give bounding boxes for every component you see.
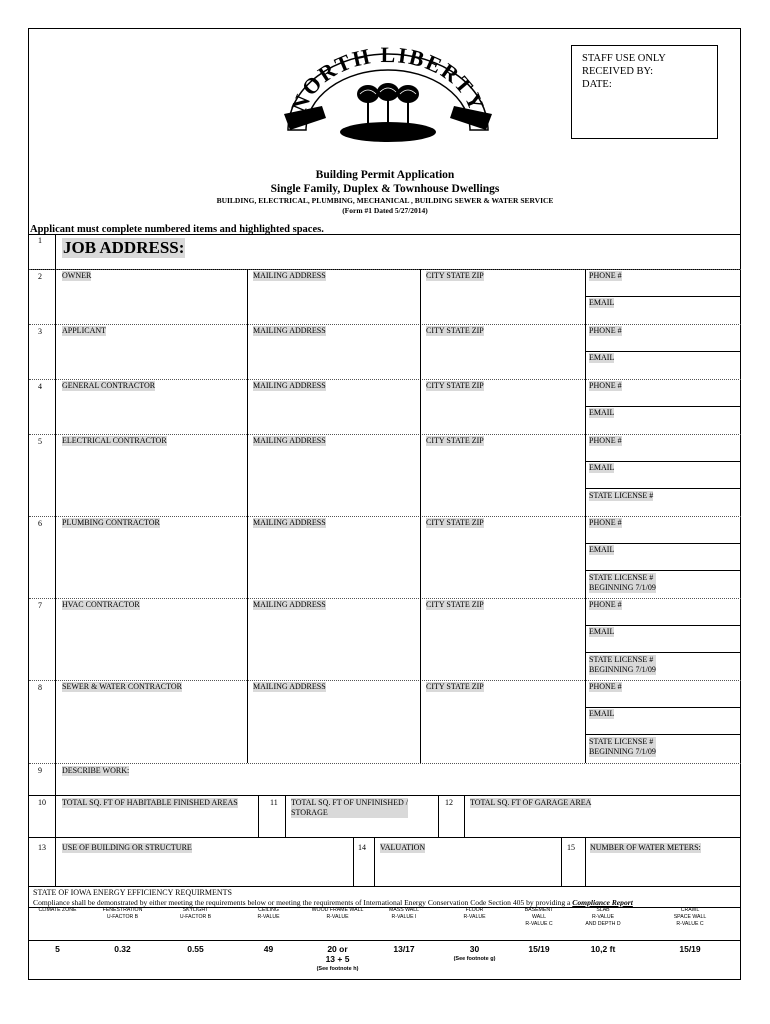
energy-title: STATE OF IOWA ENERGY EFFICIENCY REQUIRMENTS	[33, 888, 232, 897]
svg-text:NORTH LIBERTY: NORTH LIBERTY	[285, 46, 491, 116]
energy-column-header: CRAWL SPACE WALL R-VALUE C	[673, 907, 707, 927]
energy-column-header: FENESTRATION U-FACTOR B	[102, 907, 143, 920]
city-state-zip-field[interactable]: CITY STATE ZIP	[426, 436, 484, 445]
item-number: 13	[38, 843, 46, 852]
state-license-field[interactable]: STATE LICENSE # BEGINNING 7/1/09	[589, 737, 656, 756]
energy-value: 0.32	[114, 944, 131, 954]
energy-column-header: SLAB R-VALUE AND DEPTH D	[585, 907, 621, 927]
energy-column-header: CLIMATE ZONE	[38, 907, 77, 913]
form-title: Building Permit Application	[315, 169, 455, 181]
city-state-zip-field[interactable]: CITY STATE ZIP	[426, 518, 484, 527]
garage-area-field[interactable]: TOTAL SQ. FT OF GARAGE AREA	[470, 798, 592, 807]
energy-value: 30 (See footnote g)	[453, 944, 496, 962]
email-field[interactable]: EMAIL	[589, 709, 615, 718]
form-id: (Form #1 Dated 5/27/2014)	[342, 206, 428, 215]
mailing-address-field[interactable]: MAILING ADDRESS	[253, 271, 326, 280]
mailing-address-field[interactable]: MAILING ADDRESS	[253, 518, 326, 527]
item-number: 4	[38, 382, 42, 391]
energy-value: 5	[55, 944, 60, 954]
party-name-field[interactable]: PLUMBING CONTRACTOR	[62, 518, 160, 527]
energy-value: 0.55	[187, 944, 204, 954]
item-number: 2	[38, 272, 42, 281]
instructions: Applicant must complete numbered items and highlighted spaces.	[30, 224, 324, 235]
city-state-zip-field[interactable]: CITY STATE ZIP	[426, 381, 484, 390]
form-services: BUILDING, ELECTRICAL, PLUMBING, MECHANICAL , BUILDING SEWER & WATER SERVICE	[216, 196, 554, 205]
email-field[interactable]: EMAIL	[589, 408, 615, 417]
city-state-zip-field[interactable]: CITY STATE ZIP	[426, 271, 484, 280]
mailing-address-field[interactable]: MAILING ADDRESS	[253, 326, 326, 335]
party-name-field[interactable]: OWNER	[62, 271, 92, 280]
energy-value: 13/17	[393, 944, 415, 954]
energy-column-header: MASS WALL R-VALUE I	[388, 907, 420, 920]
state-license-field[interactable]: STATE LICENSE # BEGINNING 7/1/09	[589, 655, 656, 674]
energy-column-header: BASEMENT WALL R-VALUE C	[524, 907, 554, 927]
phone-field[interactable]: PHONE #	[589, 518, 622, 527]
date-label: DATE:	[582, 79, 612, 90]
energy-value: 10,2 ft	[590, 944, 616, 954]
form-subtitle: Single Family, Duplex & Townhouse Dwellings	[270, 183, 500, 195]
mailing-address-field[interactable]: MAILING ADDRESS	[253, 381, 326, 390]
staff-use-box	[571, 45, 718, 139]
phone-field[interactable]: PHONE #	[589, 381, 622, 390]
water-meters-field[interactable]: NUMBER OF WATER METERS:	[590, 843, 701, 852]
mailing-address-field[interactable]: MAILING ADDRESS	[253, 600, 326, 609]
staff-use-label: STAFF USE ONLY	[582, 53, 666, 64]
email-field[interactable]: EMAIL	[589, 545, 615, 554]
item-number: 11	[270, 798, 278, 807]
mailing-address-field[interactable]: MAILING ADDRESS	[253, 436, 326, 445]
email-field[interactable]: EMAIL	[589, 353, 615, 362]
party-name-field[interactable]: HVAC CONTRACTOR	[62, 600, 140, 609]
party-name-field[interactable]: APPLICANT	[62, 326, 107, 335]
phone-field[interactable]: PHONE #	[589, 326, 622, 335]
energy-value: 15/19	[528, 944, 550, 954]
item-number: 14	[358, 843, 366, 852]
energy-note: Compliance shall be demonstrated by either meeting the requirements below or meeting the requirements of International Energy Conservation Code Section 405 by providing a Compliance Report	[33, 898, 633, 907]
city-state-zip-field[interactable]: CITY STATE ZIP	[426, 326, 484, 335]
describe-work-field[interactable]: DESCRIBE WORK:	[62, 766, 130, 775]
item-number: 1	[38, 236, 42, 245]
party-name-field[interactable]: SEWER & WATER CONTRACTOR	[62, 682, 182, 691]
email-field[interactable]: EMAIL	[589, 298, 615, 307]
unfinished-area-field[interactable]: TOTAL SQ. FT OF UNFINISHED / STORAGE	[291, 798, 408, 817]
city-state-zip-field[interactable]: CITY STATE ZIP	[426, 600, 484, 609]
energy-column-header: CEILING R-VALUE	[257, 907, 280, 920]
energy-column-header: SKYLIGHT U-FACTOR B	[179, 907, 212, 920]
energy-column-header: WOOD FRAME WALL R-VALUE	[311, 907, 364, 920]
valuation-field[interactable]: VALUATION	[380, 843, 426, 852]
email-field[interactable]: EMAIL	[589, 627, 615, 636]
item-number: 15	[567, 843, 575, 852]
energy-value: 20 or 13 + 5 (See footnote h)	[316, 944, 359, 972]
received-by-label: RECEIVED BY:	[582, 66, 654, 77]
party-name-field[interactable]: GENERAL CONTRACTOR	[62, 381, 156, 390]
item-number: 12	[445, 798, 453, 807]
item-number: 7	[38, 601, 42, 610]
party-name-field[interactable]: ELECTRICAL CONTRACTOR	[62, 436, 167, 445]
energy-value: 49	[263, 944, 274, 954]
north-liberty-logo	[282, 46, 494, 146]
job-address-field[interactable]: JOB ADDRESS:	[63, 238, 185, 257]
building-use-field[interactable]: USE OF BUILDING OR STRUCTURE	[62, 843, 192, 852]
city-state-zip-field[interactable]: CITY STATE ZIP	[426, 682, 484, 691]
phone-field[interactable]: PHONE #	[589, 436, 622, 445]
phone-field[interactable]: PHONE #	[589, 600, 622, 609]
item-number: 10	[38, 798, 46, 807]
item-number: 8	[38, 683, 42, 692]
habitable-area-field[interactable]: TOTAL SQ. FT OF HABITABLE FINISHED AREAS	[62, 798, 238, 807]
energy-column-header: FLOOR R-VALUE	[463, 907, 486, 920]
state-license-field[interactable]: STATE LICENSE #	[589, 491, 654, 500]
email-field[interactable]: EMAIL	[589, 463, 615, 472]
phone-field[interactable]: PHONE #	[589, 271, 622, 280]
item-number: 5	[38, 437, 42, 446]
energy-value: 15/19	[679, 944, 701, 954]
item-number: 3	[38, 327, 42, 336]
state-license-field[interactable]: STATE LICENSE # BEGINNING 7/1/09	[589, 573, 656, 592]
item-number: 9	[38, 766, 42, 775]
mailing-address-field[interactable]: MAILING ADDRESS	[253, 682, 326, 691]
phone-field[interactable]: PHONE #	[589, 682, 622, 691]
item-number: 6	[38, 519, 42, 528]
